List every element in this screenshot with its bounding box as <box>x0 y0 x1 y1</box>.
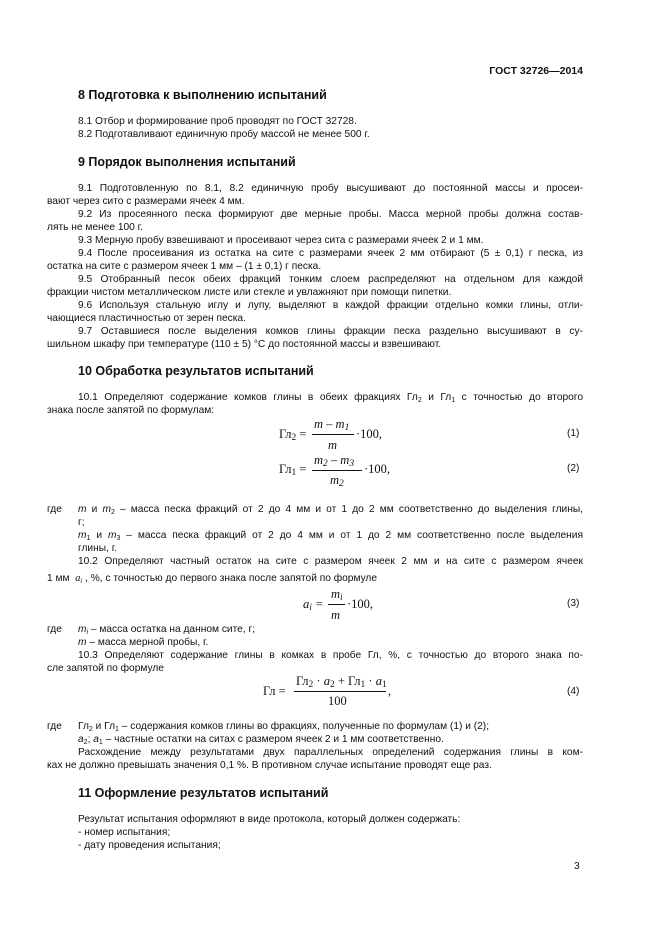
paragraph-10-3-line1: 10.3 Определяют содержание глины в комках в пробе Гл, %, с точностью до второго знака по- <box>78 650 583 661</box>
paragraph-9-3: 9.3 Мерную пробу взвешивают и просеивают через сита с размерами ячеек 2 и 1 мм. <box>78 235 484 246</box>
equation-number-3: (3) <box>567 598 580 609</box>
equation-number-2: (2) <box>567 463 580 474</box>
paragraph-11-1: Результат испытания оформляют в виде протокола, который должен содержать: <box>78 814 461 825</box>
paragraph-8-2: 8.2 Подготавливают единичную пробу массой не менее 500 г. <box>78 129 370 140</box>
paragraph-9-1-line1: 9.1 Подготовленную по 8.1, 8.2 единичную пробу высушивают до постоянной массы и просеи- <box>78 183 583 194</box>
paragraph-9-7-line1: 9.7 Оставшиеся после выделения комков глины фракции песка раздельно высушивают в су- <box>78 326 583 337</box>
paragraph-10-2-line2: 1 мм $a_i$ , %, с точностью до первого знака после запятой по формуле <box>47 573 378 585</box>
list-item-number: - номер испытания; <box>78 827 171 838</box>
section-11-title: 11 Оформление результатов испытаний <box>78 786 329 800</box>
paragraph-9-1-line2: вают через сито с размерами ячеек 4 мм. <box>47 196 245 207</box>
list-item-date: - дату проведения испытания; <box>78 840 221 851</box>
section-9-title: 9 Порядок выполнения испытаний <box>78 155 296 169</box>
where-a: $a_2$; $a_1$ – частные остатки на ситах с размером ячеек 2 и 1 мм соответственно. <box>78 734 444 746</box>
paragraph-9-4-line1: 9.4 После просеивания из остатка на сите с размерами ячеек 2 мм отбирают (5 ± 0,1) г песка, из <box>78 248 583 259</box>
paragraph-9-4-line2: остатка на сите с размером ячеек 1 мм – (1 ± 0,1) г песка. <box>47 261 322 272</box>
where-m-m2: m и $m_2$ – масса песка фракций от 2 до 4 мм и от 1 до 2 мм соответственно до выделения глины, <box>78 504 584 516</box>
paragraph-10-3-line2: сле запятой по формуле <box>47 663 164 674</box>
section-10-title: 10 Обработка результатов испытаний <box>78 364 314 378</box>
paragraph-divergence-line1: Расхождение между результатами двух параллельных определений содержания глины в ком- <box>78 747 583 758</box>
where-gl: $Гл_2$ и $Гл_1$ – содержания комков глины во фракциях, полученные по формулам (1) и (2); <box>78 721 490 733</box>
where-mi: $m_i$ – масса остатка на данном сите, г; <box>78 624 256 636</box>
where-m: m – масса мерной пробы, г. <box>78 637 209 648</box>
paragraph-9-2-line2: лять не менее 100 г. <box>47 222 143 233</box>
where-label-3: где <box>47 721 62 732</box>
equation-number-1: (1) <box>567 428 580 439</box>
standard-number: ГОСТ 32726—2014 <box>489 65 583 77</box>
where-label-1: где <box>47 504 62 515</box>
paragraph-9-5-line1: 9.5 Отобранный песок обеих фракций тонким слоем распределяют на отдельном для каждой <box>78 274 583 285</box>
where-m-m2-cont: г; <box>78 517 85 528</box>
equation-number-4: (4) <box>567 686 580 697</box>
paragraph-9-6-line1: 9.6 Используя стальную иглу и лупу, выделяют в каждой фракции отдельно комки глины, отли- <box>78 300 583 311</box>
paragraph-8-1: 8.1 Отбор и формирование проб проводят по ГОСТ 32728. <box>78 116 357 127</box>
paragraph-9-2-line1: 9.2 Из просеянного песка формируют две мерные пробы. Масса мерной пробы должна состав- <box>78 209 583 220</box>
where-m1-m3: $m_1$ и $m_3$ – масса песка фракций от 2 до 4 мм и от 1 до 2 мм соответственно после выделения <box>78 530 583 542</box>
paragraph-9-5-line2: фракции чистом металлическом листе или стекле и увлажняют при помощи пипетки. <box>47 287 452 298</box>
paragraph-9-7-line2: шильном шкафу при температуре (110 ± 5) °С до постоянной массы и взвешивают. <box>47 339 442 350</box>
paragraph-9-6-line2: чающиеся пластичностью от зерен песка. <box>47 313 246 324</box>
paragraph-10-1-line1: 10.1 Определяют содержание комков глины в обеих фракциях $Гл_2$ и $Гл_1$ с точностью до второго <box>78 392 583 404</box>
where-m1-m3-cont: глины, г. <box>78 543 118 554</box>
paragraph-10-2-line1: 10.2 Определяют частный остаток на сите с размером ячеек 2 мм и на сите с размером ячеек <box>78 556 583 567</box>
section-8-title: 8 Подготовка к выполнению испытаний <box>78 88 327 102</box>
paragraph-divergence-line2: ках не должно превышать значения 0,1 %. В противном случае испытание проводят еще раз. <box>47 760 492 771</box>
page-number: 3 <box>574 861 580 872</box>
paragraph-10-1-line2: знака после запятой по формулам: <box>47 405 215 416</box>
where-label-2: где <box>47 624 62 635</box>
